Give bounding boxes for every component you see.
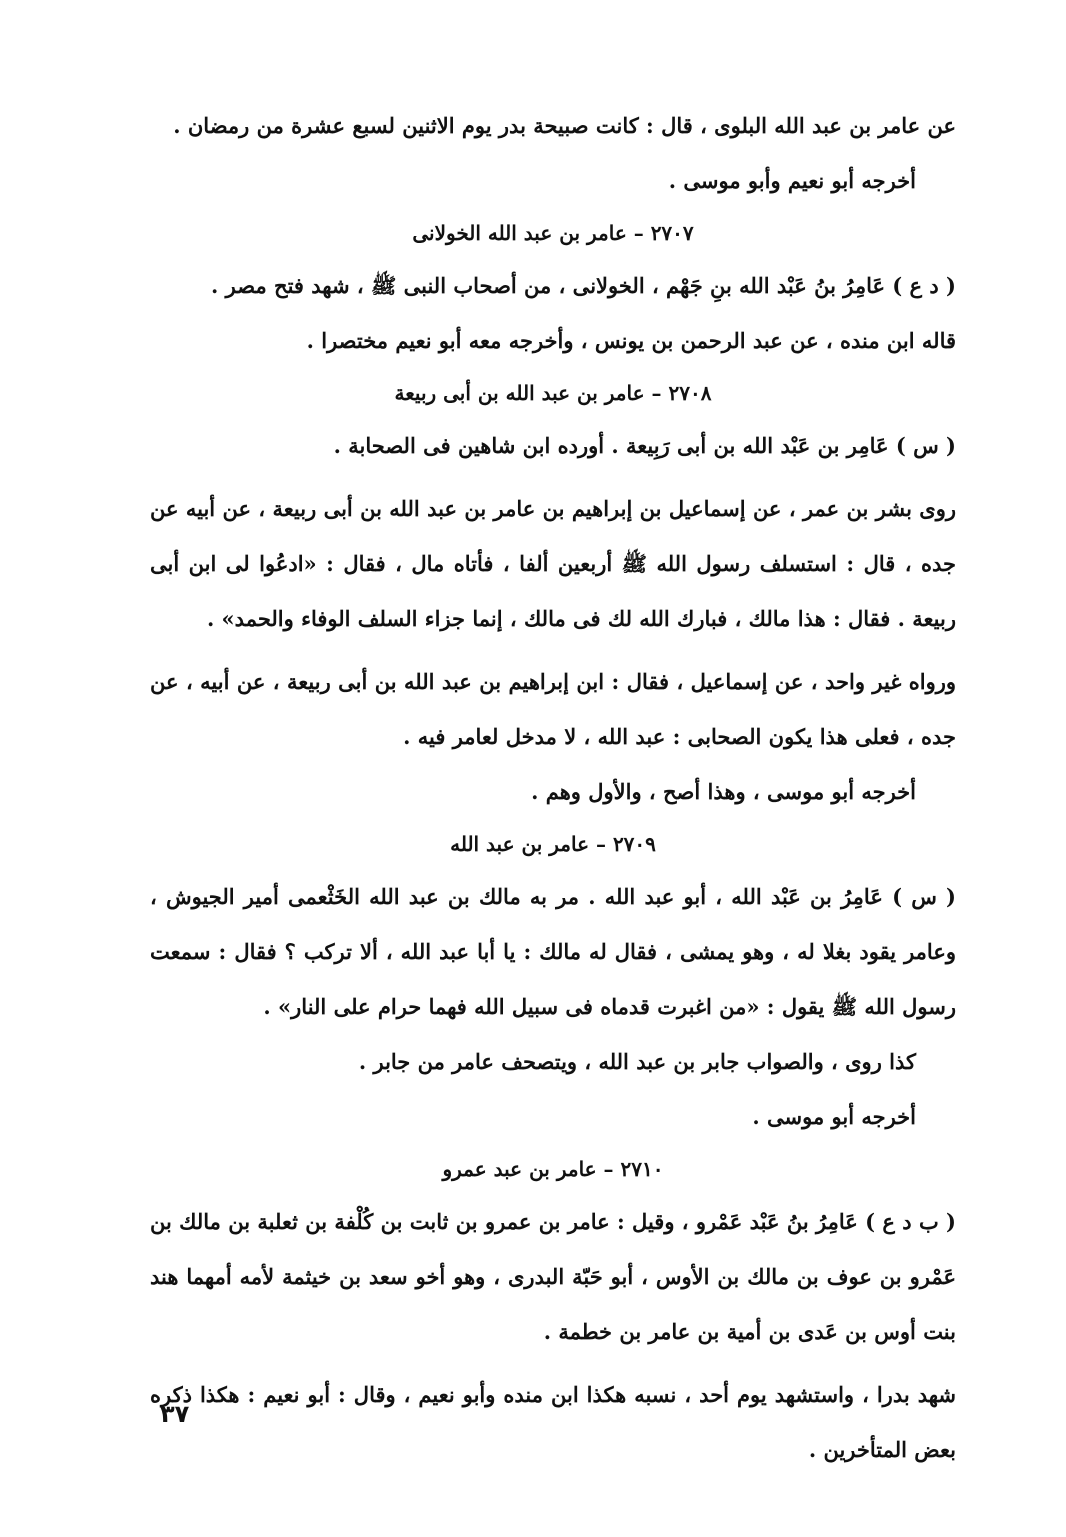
entry-title: ٢٧٠٨ – عامر بن عبد الله بن أبى ربيعة: [394, 381, 712, 405]
page-number: ٣٧: [160, 1400, 190, 1428]
entry-title: ٢٧٠٩ – عامر بن عبد الله: [450, 832, 656, 856]
paragraph: شهد بدرا ، واستشهد يوم أحد ، نسبه هكذا ابن منده وأبو نعيم ، وقال : أبو نعيم : هكذا ذكره بعض المتأخرين .: [150, 1382, 956, 1462]
paragraph: ورواه غير واحد ، عن إسماعيل ، فقال : ابن إبراهيم بن عبد الله بن أبى ربيعة ، عن أبيه ، عن جده ، فعلى هذا يكون الصحابى : عبد الله ، لا مدخل لعامر فيه .: [150, 669, 956, 749]
paragraph: كذا روى ، والصواب جابر بن عبد الله ، ويتصحف عامر من جابر .: [358, 1049, 916, 1074]
paragraph: ( د ع ) عَامِرُ بنُ عَبْد الله بنِ جَهْم ، الخولانى ، من أصحاب النبى ﷺ ، شهد فتح مصر .: [211, 273, 956, 298]
paragraph: أخرجه أبو موسى .: [752, 1104, 916, 1129]
paragraph: قاله ابن منده ، عن عبد الرحمن بن يونس ، وأخرجه معه أبو نعيم مختصرا .: [306, 328, 956, 353]
paragraph: ( س ) عَامِرُ بن عَبْد الله ، أبو عبد الله . مر به مالك بن عبد الله الخَثْعمى أمير الجيوش ، وعامر يقود بغلا له ، وهو يمشى ، فقال له مالك : يا أبا عبد الله ، ألا تركب ؟ فقال : سمعت رسول الله ﷺ يقول : «من اغبرت قدماه فى سبيل الله فهما حرام على النار» .: [150, 884, 956, 1019]
paragraph: عن عامر بن عبد الله البلوى ، قال : كانت صبيحة بدر يوم الاثنين لسبع عشرة من رمضان .: [173, 113, 956, 138]
paragraph: أخرجه أبو نعيم وأبو موسى .: [668, 168, 916, 193]
paragraph: روى بشر بن عمر ، عن إسماعيل بن إبراهيم بن عامر بن عبد الله بن أبى ربيعة ، عن أبيه عن جده ، قال : استسلف رسول الله ﷺ أربعين ألفا ، فأتاه مال ، فقال : «ادعُوا لى ابن أبى ربيعة . فقال : هذا مالك ، فبارك الله لك فى مالك ، إنما جزاء السلف الوفاء والحمد» .: [150, 496, 956, 631]
paragraph: أخرجه أبو موسى ، وهذا أصح ، والأول وهم .: [531, 779, 916, 804]
paragraph: ( ب د ع ) عَامِرُ بنُ عَبْد عَمْرو ، وقيل : عامر بن عمرو بن ثابت بن كُلْفة بن ثعلبة بن مالك بن عَمْرو بن عوف بن مالك بن الأوس ، أبو حَبّة البدرى ، وهو أخو سعد بن خيثمة لأمه أمهما هند بنت أوس بن عَدى بن أمية بن عامر بن خطمة .: [150, 1209, 956, 1344]
page-content: [150, 98, 956, 1477]
entry-title: ٢٧١٠ – عامر بن عبد عمرو: [442, 1157, 664, 1181]
paragraph: ( س ) عَامِر بن عَبْد الله بن أبى رَبِيعة . أورده ابن شاهين فى الصحابة .: [333, 433, 956, 458]
entry-title: ٢٧٠٧ – عامر بن عبد الله الخولانى: [412, 221, 694, 245]
